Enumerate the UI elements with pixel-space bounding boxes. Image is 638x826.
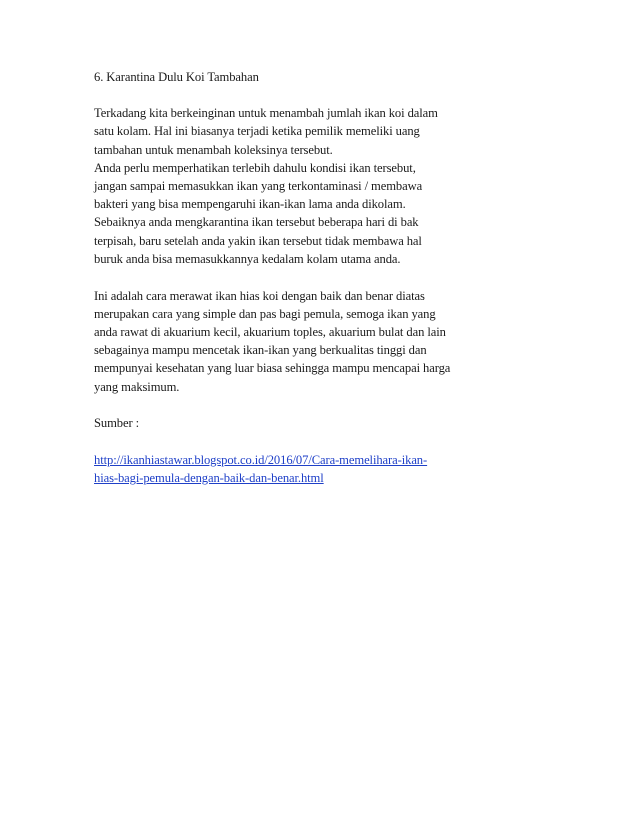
- paragraph-line: terpisah, baru setelah anda yakin ikan tersebut tidak membawa hal: [94, 233, 422, 248]
- paragraph-line: satu kolam. Hal ini biasanya terjadi ketika pemilik memeliki uang: [94, 124, 420, 139]
- paragraph-line: merupakan cara yang simple dan pas bagi pemula, semoga ikan yang: [94, 306, 436, 321]
- paragraph-quarantine: [94, 104, 544, 268]
- paragraph-line: Ini adalah cara merawat ikan hias koi dengan baik dan benar diatas: [94, 288, 425, 303]
- paragraph-line: buruk anda bisa memasukkannya kedalam kolam utama anda.: [94, 251, 401, 266]
- source-link-block: [94, 451, 544, 487]
- paragraph-line: bakteri yang bisa mempengaruhi ikan-ikan lama anda dikolam.: [94, 197, 406, 212]
- source-link[interactable]: hias-bagi-pemula-dengan-baik-dan-benar.html: [94, 471, 324, 486]
- paragraph-line: anda rawat di akuarium kecil, akuarium toples, akuarium bulat dan lain: [94, 324, 446, 339]
- paragraph-line: Terkadang kita berkeinginan untuk menambah jumlah ikan koi dalam: [94, 106, 438, 121]
- paragraph-line: Anda perlu memperhatikan terlebih dahulu kondisi ikan tersebut,: [94, 160, 416, 175]
- source-link[interactable]: http://ikanhiastawar.blogspot.co.id/2016/07/Cara-memelihara-ikan-: [94, 452, 428, 467]
- paragraph-conclusion: [94, 287, 544, 396]
- paragraph-line: tambahan untuk menambah koleksinya tersebut.: [94, 142, 333, 157]
- paragraph-line: jangan sampai memasukkan ikan yang terkontaminasi / membawa: [94, 179, 423, 194]
- source-label: Sumber :: [94, 416, 140, 431]
- section-heading: 6. Karantina Dulu Koi Tambahan: [94, 70, 259, 84]
- paragraph-line: yang maksimum.: [94, 379, 180, 394]
- paragraph-line: mempunyai kesehatan yang luar biasa sehingga mampu mencapai harga: [94, 361, 451, 376]
- paragraph-line: sebagainya mampu mencetak ikan-ikan yang berkualitas tinggi dan: [94, 343, 427, 358]
- paragraph-line: Sebaiknya anda mengkarantina ikan tersebut beberapa hari di bak: [94, 215, 419, 230]
